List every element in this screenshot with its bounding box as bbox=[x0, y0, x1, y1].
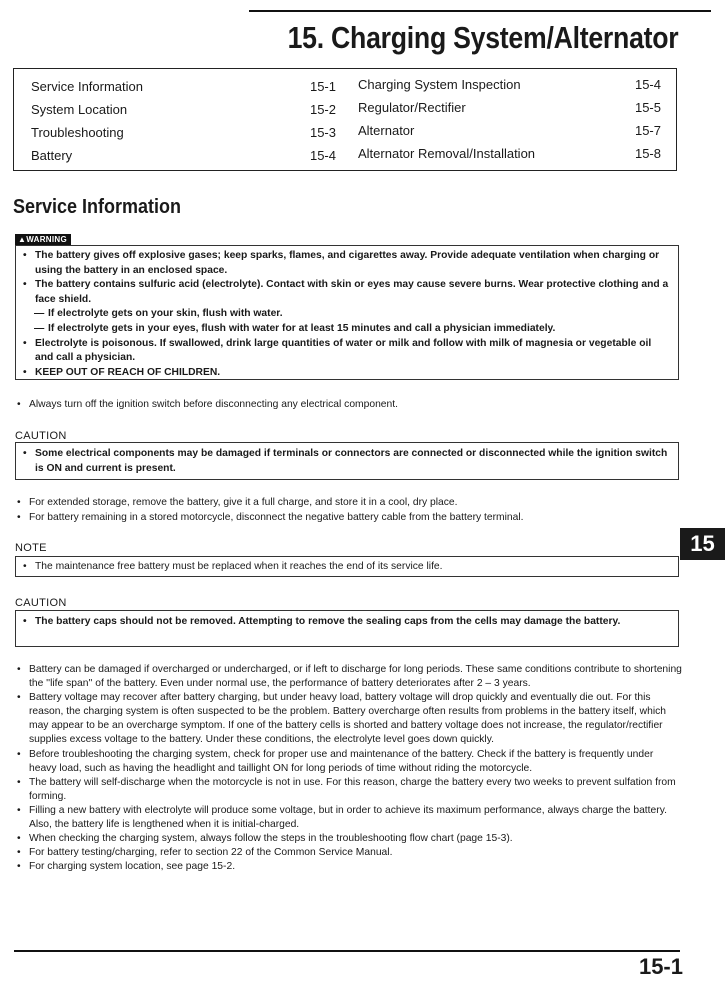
body-note-item: • Battery voltage may recover after battery charging, but under heavy load, battery voltage will drop quickly and eventually die out. For this reason, the charging system is often suspected to be the problem. Battery overcharge often results from problems in the battery itself, which may appear to be an overcharge symptom. If one of the battery cells is shorted and battery voltage does not increase, the regulator/rectifier supplies excess voltage to the battery. Under these conditions, the electrolyte level goes down quickly. bbox=[14, 691, 682, 747]
caution-label: CAUTION bbox=[15, 597, 67, 609]
body-note-item: • The battery will self-discharge when the motorcycle is not in use. For this reason, charge the battery every two weeks to prevent sulfation from forming. bbox=[14, 776, 682, 804]
note-label: NOTE bbox=[15, 542, 47, 554]
caution-box bbox=[15, 442, 679, 480]
section-tab: 15 bbox=[680, 528, 725, 560]
toc-page: 15-7 bbox=[634, 123, 661, 138]
toc-page: 15-3 bbox=[309, 125, 336, 140]
note-item: • Always turn off the ignition switch before disconnecting any electrical component. bbox=[14, 398, 679, 413]
section-heading: Service Information bbox=[13, 196, 182, 218]
toc-item-service-information[interactable]: Service Information bbox=[31, 79, 143, 94]
warning-subitem: — If electrolyte gets in your eyes, flush with water for at least 15 minutes and call a physician immediately. bbox=[20, 322, 670, 337]
bottom-rule bbox=[14, 950, 680, 952]
caution-box bbox=[15, 610, 679, 647]
toc-item-battery[interactable]: Battery bbox=[31, 148, 73, 163]
toc-item-regulator-rectifier[interactable]: Regulator/Rectifier bbox=[358, 100, 466, 115]
note-item: • For battery remaining in a stored motorcycle, disconnect the negative battery cable from the battery terminal. bbox=[14, 511, 679, 526]
body-note-item: • For charging system location, see page 15-2. bbox=[14, 860, 682, 874]
warning-item: • The battery contains sulfuric acid (electrolyte). Contact with skin or eyes may cause severe burns. Wear protective clothing and a face shield. bbox=[20, 278, 670, 307]
note-box bbox=[15, 556, 679, 577]
toc-page: 15-4 bbox=[634, 77, 661, 92]
toc-page: 15-5 bbox=[634, 100, 661, 115]
page-number: 15-1 bbox=[638, 954, 683, 979]
toc-page: 15-1 bbox=[309, 79, 336, 94]
note-item: • For extended storage, remove the battery, give it a full charge, and store it in a cool, dry place. bbox=[14, 496, 679, 511]
body-note-item: • Before troubleshooting the charging system, check for proper use and maintenance of the battery. Check if the battery is frequently under heavy load, such as having the headlight and taillight ON for long periods of time without riding the motorcycle. bbox=[14, 748, 682, 776]
toc-item-troubleshooting[interactable]: Troubleshooting bbox=[31, 125, 124, 140]
chapter-title: 15. Charging System/Alternator bbox=[287, 20, 678, 55]
toc-item-alternator[interactable]: Alternator bbox=[358, 123, 415, 138]
toc-item-alternator-removal-installation[interactable]: Alternator Removal/Installation bbox=[358, 146, 536, 161]
toc-page: 15-4 bbox=[309, 148, 336, 163]
body-note-item: • Battery can be damaged if overcharged or undercharged, or if left to discharge for long periods. These same conditions contribute to shortening the ''life span'' of the battery. Even under normal use, the performance of battery deteriorates after 2 – 3 years. bbox=[14, 663, 682, 691]
body-note-item: • Filling a new battery with electrolyte will produce some voltage, but in order to achieve its maximum performance, always charge the battery. Also, the battery life is lengthened when it is initial-charged. bbox=[14, 804, 682, 832]
warning-tag: ▲WARNING bbox=[15, 234, 71, 245]
body-note-item: • When checking the charging system, always follow the steps in the troubleshooting flow chart (page 15-3). bbox=[14, 832, 682, 846]
warning-box bbox=[15, 245, 679, 380]
toc-item-system-location[interactable]: System Location bbox=[31, 102, 128, 117]
warning-item: • Electrolyte is poisonous. If swallowed, drink large quantities of water or milk and follow with milk of magnesia or vegetable oil and call a physician. bbox=[20, 337, 670, 366]
body-note-item: • For battery testing/charging, refer to section 22 of the Common Service Manual. bbox=[14, 846, 682, 860]
toc-page: 15-2 bbox=[309, 102, 336, 117]
toc-page: 15-8 bbox=[634, 146, 661, 161]
table-of-contents bbox=[13, 68, 677, 171]
caution-text: • Some electrical components may be damaged if terminals or connectors are connected or disconnected while the ignition switch is ON and current is present. bbox=[20, 447, 670, 476]
caution-label: CAUTION bbox=[15, 430, 67, 442]
note-text: • The maintenance free battery must be replaced when it reaches the end of its service life. bbox=[20, 560, 670, 575]
toc-item-charging-system-inspection[interactable]: Charging System Inspection bbox=[358, 77, 521, 92]
caution-text: • The battery caps should not be removed. Attempting to remove the sealing caps from the cells may damage the battery. bbox=[20, 615, 670, 630]
top-rule bbox=[249, 10, 711, 12]
warning-subitem: — If electrolyte gets on your skin, flush with water. bbox=[20, 307, 670, 322]
warning-item: • The battery gives off explosive gases; keep sparks, flames, and cigarettes away. Provide adequate ventilation when charging or using the battery in an enclosed space. bbox=[20, 249, 670, 278]
warning-item: • KEEP OUT OF REACH OF CHILDREN. bbox=[20, 366, 670, 381]
